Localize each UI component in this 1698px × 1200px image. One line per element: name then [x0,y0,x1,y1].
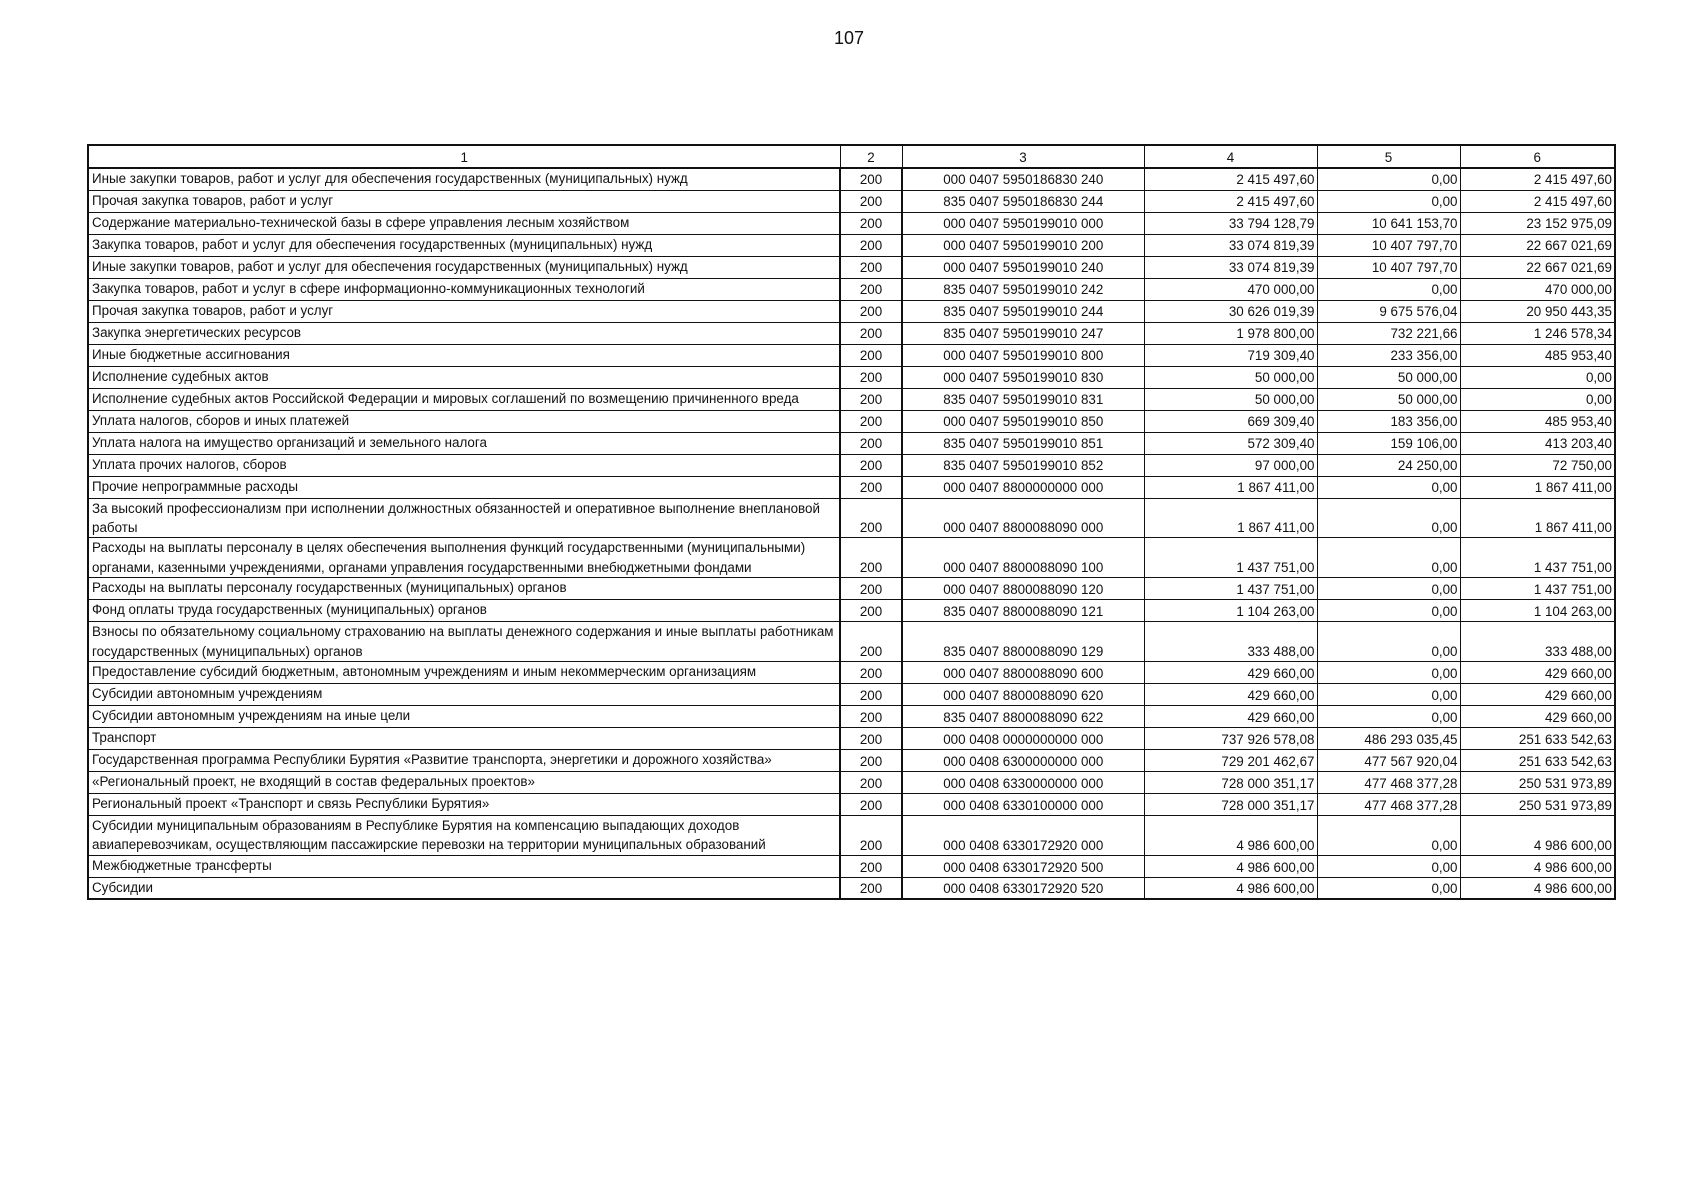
row-name-cell: Региональный проект «Транспорт и связь Республики Бурятия» [88,793,840,815]
row-code-cell: 200 [840,498,902,538]
row-code-cell: 200 [840,410,902,432]
row-col4-cell: 2 415 497,60 [1144,190,1317,212]
row-col6-cell: 251 633 542,63 [1460,727,1615,749]
table-row [88,855,1615,877]
row-kbk-cell: 000 0407 5950186830 240 [902,168,1144,190]
row-col5-cell: 50 000,00 [1317,388,1460,410]
row-code-cell: 200 [840,793,902,815]
row-kbk-cell: 000 0407 8800088090 100 [902,538,1144,578]
row-name-cell: Иные бюджетные ассигнования [88,344,840,366]
budget-table-container [87,144,1614,900]
row-col5-cell: 0,00 [1317,877,1460,899]
row-name-cell: Иные закупки товаров, работ и услуг для обеспечения государственных (муниципальных) нужд [88,256,840,278]
row-col4-cell: 1 867 411,00 [1144,498,1317,538]
row-col6-cell: 1 104 263,00 [1460,600,1615,622]
row-name-cell: Субсидии автономным учреждениям [88,683,840,705]
row-col6-cell: 1 437 751,00 [1460,538,1615,578]
row-col6-cell: 429 660,00 [1460,683,1615,705]
row-kbk-cell: 000 0407 5950199010 830 [902,366,1144,388]
row-col6-cell: 2 415 497,60 [1460,190,1615,212]
row-code-cell: 200 [840,771,902,793]
row-name-cell: Расходы на выплаты персоналу в целях обеспечения выполнения функций государственными (муниципальными) органами, казенными учреждениями, органами управления государственными внебюджетными фондами [88,538,840,578]
row-col4-cell: 50 000,00 [1144,388,1317,410]
table-row [88,683,1615,705]
row-col4-cell: 1 437 751,00 [1144,538,1317,578]
table-row [88,322,1615,344]
row-col4-cell: 737 926 578,08 [1144,727,1317,749]
table-row [88,771,1615,793]
row-code-cell: 200 [840,855,902,877]
row-kbk-cell: 000 0408 6330100000 000 [902,793,1144,815]
row-name-cell: Иные закупки товаров, работ и услуг для обеспечения государственных (муниципальных) нужд [88,168,840,190]
row-col6-cell: 429 660,00 [1460,661,1615,683]
table-row [88,388,1615,410]
row-col5-cell: 0,00 [1317,498,1460,538]
row-col4-cell: 2 415 497,60 [1144,168,1317,190]
table-row [88,815,1615,855]
row-kbk-cell: 000 0408 6300000000 000 [902,749,1144,771]
row-col5-cell: 0,00 [1317,476,1460,498]
table-row [88,476,1615,498]
row-col5-cell: 233 356,00 [1317,344,1460,366]
row-col5-cell: 0,00 [1317,538,1460,578]
row-col5-cell: 0,00 [1317,578,1460,600]
row-name-cell: Фонд оплаты труда государственных (муниципальных) органов [88,600,840,622]
row-col6-cell: 485 953,40 [1460,344,1615,366]
row-kbk-cell: 835 0407 8800088090 129 [902,622,1144,662]
row-name-cell: За высокий профессионализм при исполнении должностных обязанностей и оперативное выполнение внеплановой работы [88,498,840,538]
row-kbk-cell: 835 0407 5950199010 851 [902,432,1144,454]
row-col4-cell: 429 660,00 [1144,705,1317,727]
row-name-cell: Взносы по обязательному социальному страхованию на выплаты денежного содержания и иные выплаты работникам государственных (муниципальных) органов [88,622,840,662]
table-row [88,705,1615,727]
row-kbk-cell: 000 0407 5950199010 000 [902,212,1144,234]
row-name-cell: Расходы на выплаты персоналу государственных (муниципальных) органов [88,578,840,600]
row-kbk-cell: 000 0407 5950199010 800 [902,344,1144,366]
row-code-cell: 200 [840,622,902,662]
row-col4-cell: 572 309,40 [1144,432,1317,454]
row-kbk-cell: 000 0407 5950199010 850 [902,410,1144,432]
row-col4-cell: 333 488,00 [1144,622,1317,662]
row-col4-cell: 50 000,00 [1144,366,1317,388]
table-row [88,661,1615,683]
row-col6-cell: 20 950 443,35 [1460,300,1615,322]
row-name-cell: Государственная программа Республики Бурятия «Развитие транспорта, энергетики и дорожного хозяйства» [88,749,840,771]
row-kbk-cell: 835 0407 8800088090 622 [902,705,1144,727]
row-col5-cell: 732 221,66 [1317,322,1460,344]
row-col5-cell: 486 293 035,45 [1317,727,1460,749]
row-col6-cell: 4 986 600,00 [1460,877,1615,899]
row-name-cell: Субсидии [88,877,840,899]
row-kbk-cell: 000 0407 5950199010 240 [902,256,1144,278]
row-col6-cell: 72 750,00 [1460,454,1615,476]
row-col6-cell: 0,00 [1460,366,1615,388]
row-name-cell: Предоставление субсидий бюджетным, автономным учреждениям и иным некоммерческим организациям [88,661,840,683]
row-col5-cell: 0,00 [1317,661,1460,683]
header-cell-4: 4 [1144,145,1317,168]
row-col6-cell: 251 633 542,63 [1460,749,1615,771]
row-code-cell: 200 [840,300,902,322]
row-col5-cell: 477 567 920,04 [1317,749,1460,771]
page-number: 107 [833,28,865,48]
row-col4-cell: 1 104 263,00 [1144,600,1317,622]
row-col6-cell: 1 867 411,00 [1460,498,1615,538]
row-col6-cell: 4 986 600,00 [1460,855,1615,877]
row-kbk-cell: 000 0407 8800088090 000 [902,498,1144,538]
row-col6-cell: 470 000,00 [1460,278,1615,300]
row-code-cell: 200 [840,388,902,410]
row-col5-cell: 0,00 [1317,705,1460,727]
row-col4-cell: 669 309,40 [1144,410,1317,432]
row-col4-cell: 97 000,00 [1144,454,1317,476]
row-col5-cell: 477 468 377,28 [1317,771,1460,793]
table-row [88,300,1615,322]
row-kbk-cell: 835 0407 5950199010 831 [902,388,1144,410]
row-name-cell: Прочая закупка товаров, работ и услуг [88,190,840,212]
row-kbk-cell: 000 0408 6330172920 500 [902,855,1144,877]
row-col6-cell: 23 152 975,09 [1460,212,1615,234]
row-col5-cell: 0,00 [1317,683,1460,705]
row-col5-cell: 0,00 [1317,190,1460,212]
row-col4-cell: 470 000,00 [1144,278,1317,300]
row-col5-cell: 10 407 797,70 [1317,234,1460,256]
row-col5-cell: 50 000,00 [1317,366,1460,388]
row-col5-cell: 0,00 [1317,622,1460,662]
row-code-cell: 200 [840,278,902,300]
row-col4-cell: 728 000 351,17 [1144,771,1317,793]
row-col6-cell: 2 415 497,60 [1460,168,1615,190]
row-code-cell: 200 [840,877,902,899]
table-row [88,344,1615,366]
table-row [88,432,1615,454]
row-col6-cell: 413 203,40 [1460,432,1615,454]
table-row [88,793,1615,815]
table-row [88,168,1615,190]
row-code-cell: 200 [840,344,902,366]
table-row [88,749,1615,771]
table-row [88,877,1615,899]
row-col5-cell: 0,00 [1317,855,1460,877]
row-kbk-cell: 000 0407 8800000000 000 [902,476,1144,498]
row-code-cell: 200 [840,538,902,578]
row-code-cell: 200 [840,815,902,855]
row-code-cell: 200 [840,749,902,771]
header-row [88,145,1615,168]
row-col5-cell: 0,00 [1317,168,1460,190]
table-row [88,622,1615,662]
row-col6-cell: 22 667 021,69 [1460,234,1615,256]
row-name-cell: Исполнение судебных актов Российской Федерации и мировых соглашений по возмещению причиненного вреда [88,388,840,410]
row-col5-cell: 477 468 377,28 [1317,793,1460,815]
row-name-cell: Содержание материально-технической базы в сфере управления лесным хозяйством [88,212,840,234]
row-col6-cell: 429 660,00 [1460,705,1615,727]
row-col4-cell: 4 986 600,00 [1144,815,1317,855]
row-col6-cell: 1 437 751,00 [1460,578,1615,600]
row-col4-cell: 429 660,00 [1144,661,1317,683]
row-name-cell: «Региональный проект, не входящий в состав федеральных проектов» [88,771,840,793]
row-kbk-cell: 000 0408 6330172920 000 [902,815,1144,855]
header-cell-1: 1 [88,145,840,168]
row-kbk-cell: 000 0408 0000000000 000 [902,727,1144,749]
table-row [88,190,1615,212]
row-col6-cell: 22 667 021,69 [1460,256,1615,278]
row-name-cell: Закупка товаров, работ и услуг в сфере информационно-коммуникационных технологий [88,278,840,300]
row-col6-cell: 1 246 578,34 [1460,322,1615,344]
row-kbk-cell: 835 0407 8800088090 121 [902,600,1144,622]
row-col4-cell: 719 309,40 [1144,344,1317,366]
table-row [88,538,1615,578]
row-name-cell: Закупка товаров, работ и услуг для обеспечения государственных (муниципальных) нужд [88,234,840,256]
row-code-cell: 200 [840,234,902,256]
row-col4-cell: 33 794 128,79 [1144,212,1317,234]
table-header [88,145,1615,168]
row-col6-cell: 333 488,00 [1460,622,1615,662]
row-code-cell: 200 [840,168,902,190]
row-name-cell: Межбюджетные трансферты [88,855,840,877]
row-col5-cell: 9 675 576,04 [1317,300,1460,322]
row-col6-cell: 0,00 [1460,388,1615,410]
row-kbk-cell: 000 0408 6330172920 520 [902,877,1144,899]
row-code-cell: 200 [840,322,902,344]
row-col6-cell: 485 953,40 [1460,410,1615,432]
table-row [88,727,1615,749]
table-row [88,578,1615,600]
budget-table [87,144,1616,900]
row-name-cell: Уплата прочих налогов, сборов [88,454,840,476]
row-code-cell: 200 [840,578,902,600]
row-col6-cell: 1 867 411,00 [1460,476,1615,498]
row-name-cell: Закупка энергетических ресурсов [88,322,840,344]
row-col4-cell: 729 201 462,67 [1144,749,1317,771]
header-cell-2: 2 [840,145,902,168]
row-kbk-cell: 835 0407 5950199010 244 [902,300,1144,322]
table-row [88,278,1615,300]
row-name-cell: Прочие непрограммные расходы [88,476,840,498]
row-col5-cell: 183 356,00 [1317,410,1460,432]
table-row [88,600,1615,622]
row-col4-cell: 33 074 819,39 [1144,256,1317,278]
row-name-cell: Субсидии автономным учреждениям на иные цели [88,705,840,727]
row-kbk-cell: 835 0407 5950199010 247 [902,322,1144,344]
row-col4-cell: 1 867 411,00 [1144,476,1317,498]
row-name-cell: Транспорт [88,727,840,749]
table-row [88,366,1615,388]
row-col4-cell: 30 626 019,39 [1144,300,1317,322]
row-code-cell: 200 [840,661,902,683]
row-code-cell: 200 [840,432,902,454]
table-row [88,212,1615,234]
row-code-cell: 200 [840,212,902,234]
row-col5-cell: 0,00 [1317,600,1460,622]
row-kbk-cell: 000 0407 8800088090 600 [902,661,1144,683]
row-kbk-cell: 835 0407 5950199010 852 [902,454,1144,476]
row-kbk-cell: 000 0407 8800088090 120 [902,578,1144,600]
row-kbk-cell: 835 0407 5950186830 244 [902,190,1144,212]
row-name-cell: Уплата налога на имущество организаций и земельного налога [88,432,840,454]
table-row [88,410,1615,432]
row-col5-cell: 10 407 797,70 [1317,256,1460,278]
header-cell-5: 5 [1317,145,1460,168]
row-col4-cell: 4 986 600,00 [1144,855,1317,877]
row-col6-cell: 250 531 973,89 [1460,793,1615,815]
row-name-cell: Исполнение судебных актов [88,366,840,388]
row-code-cell: 200 [840,454,902,476]
row-col5-cell: 24 250,00 [1317,454,1460,476]
row-kbk-cell: 000 0407 5950199010 200 [902,234,1144,256]
row-code-cell: 200 [840,476,902,498]
row-col4-cell: 429 660,00 [1144,683,1317,705]
row-col5-cell: 10 641 153,70 [1317,212,1460,234]
row-code-cell: 200 [840,190,902,212]
row-col4-cell: 33 074 819,39 [1144,234,1317,256]
row-col5-cell: 0,00 [1317,815,1460,855]
row-code-cell: 200 [840,600,902,622]
table-row [88,454,1615,476]
header-cell-6: 6 [1460,145,1615,168]
row-col4-cell: 1 437 751,00 [1144,578,1317,600]
table-row [88,498,1615,538]
row-name-cell: Прочая закупка товаров, работ и услуг [88,300,840,322]
row-code-cell: 200 [840,683,902,705]
row-name-cell: Уплата налогов, сборов и иных платежей [88,410,840,432]
table-row [88,256,1615,278]
table-row [88,234,1615,256]
row-col4-cell: 1 978 800,00 [1144,322,1317,344]
row-col5-cell: 0,00 [1317,278,1460,300]
row-code-cell: 200 [840,366,902,388]
row-name-cell: Субсидии муниципальным образованиям в Республике Бурятия на компенсацию выпадающих доходов авиаперевозчикам, осуществляющим пассажирские перевозки на территории муниципальных образований [88,815,840,855]
row-code-cell: 200 [840,705,902,727]
header-cell-3: 3 [902,145,1144,168]
row-col6-cell: 250 531 973,89 [1460,771,1615,793]
table-body [88,168,1615,899]
row-col4-cell: 728 000 351,17 [1144,793,1317,815]
row-kbk-cell: 835 0407 5950199010 242 [902,278,1144,300]
row-kbk-cell: 000 0407 8800088090 620 [902,683,1144,705]
row-col6-cell: 4 986 600,00 [1460,815,1615,855]
row-code-cell: 200 [840,256,902,278]
row-code-cell: 200 [840,727,902,749]
row-col5-cell: 159 106,00 [1317,432,1460,454]
row-kbk-cell: 000 0408 6330000000 000 [902,771,1144,793]
row-col4-cell: 4 986 600,00 [1144,877,1317,899]
